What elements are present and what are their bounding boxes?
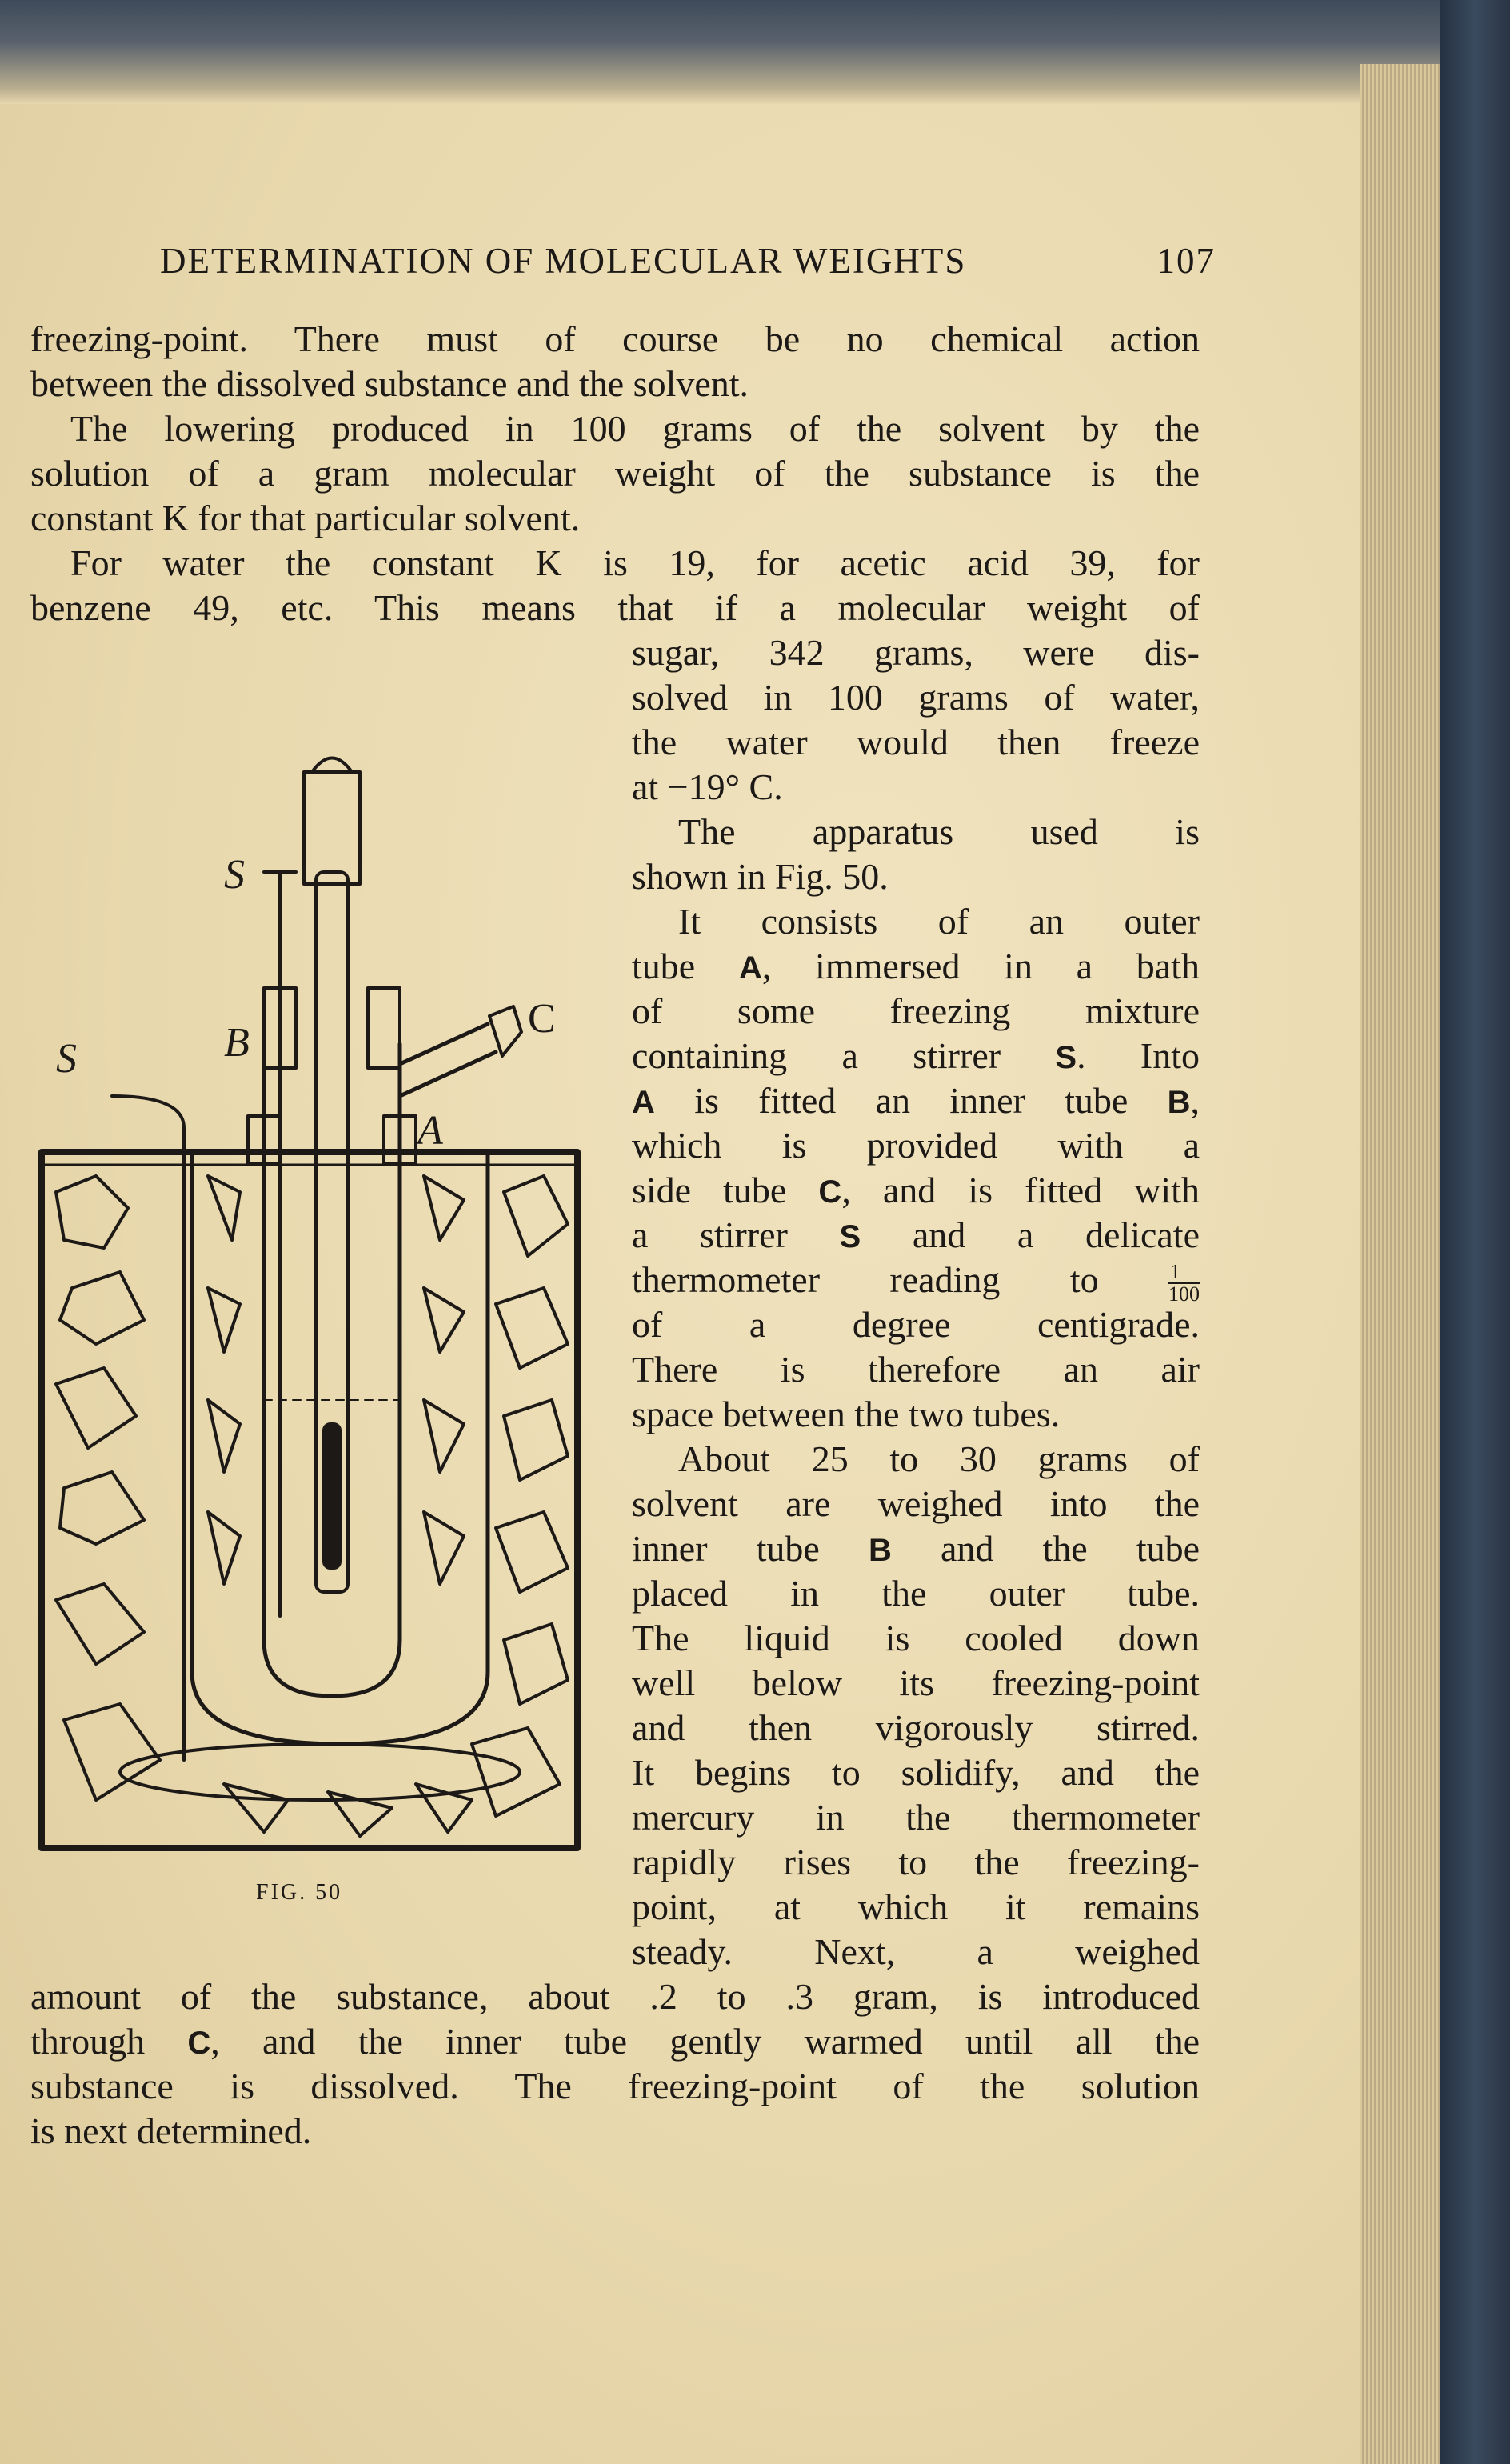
label-a: A <box>632 1085 655 1120</box>
text-line: between the dissolved substance and the solvent. <box>30 363 749 404</box>
fraction: $\frac{1}{100}$ <box>1168 1260 1200 1306</box>
text-line: The apparatus used is <box>678 811 1200 852</box>
text-line: There is therefore an air <box>632 1349 1200 1390</box>
book-cover-edge <box>1440 0 1510 2464</box>
text-line: space between the two tubes. <box>632 1394 1061 1434</box>
text-line: It begins to solidify, and the <box>632 1752 1200 1793</box>
text-line: through C, and the inner tube gently warmed until all the <box>30 2021 1200 2062</box>
text-line: freezing-point. There must of course be no chemical action <box>30 318 1200 359</box>
text-line: tube A, immersed in a bath <box>632 946 1200 986</box>
label-c: C <box>187 2026 211 2061</box>
text-line: and then vigorously stirred. <box>632 1707 1200 1748</box>
text-line: mercury in the thermometer <box>632 1797 1200 1838</box>
label-b: B <box>1167 1085 1191 1120</box>
text-line: a stirrer S and a delicate <box>632 1214 1200 1255</box>
text-line: side tube C, and is fitted with <box>632 1170 1200 1210</box>
text-line: sugar, 342 grams, were dis- <box>632 632 1200 673</box>
text-line: constant K for that particular solvent. <box>30 498 581 538</box>
text-line: It consists of an outer <box>678 901 1200 942</box>
text-line: benzene 49, etc. This means that if a molecular weight of <box>30 587 1200 628</box>
text-line: amount of the substance, about .2 to .3 gram, is introduced <box>30 1976 1200 2017</box>
text-line: at −19° C. <box>632 766 783 807</box>
figure-label-s-left: S <box>56 1036 77 1082</box>
text-line: of some freezing mixture <box>632 990 1200 1031</box>
page-stack-edge <box>1360 64 1440 2464</box>
text-line: which is provided with a <box>632 1125 1200 1166</box>
text-line: The lowering produced in 100 grams of the solvent by the <box>70 408 1200 449</box>
figure-label-b: B <box>224 1020 250 1066</box>
text-line: solved in 100 grams of water, <box>632 677 1200 718</box>
text-line: shown in Fig. 50. <box>632 856 889 897</box>
text-line: thermometer reading to $\frac{1}{100}$ <box>632 1259 1200 1306</box>
text-line: inner tube B and the tube <box>632 1528 1200 1569</box>
text-line: About 25 to 30 grams of <box>678 1438 1200 1479</box>
figure-label-s-top: S <box>224 852 245 898</box>
label-c: C <box>818 1174 842 1210</box>
text-line: A is fitted an inner tube B, <box>632 1080 1200 1121</box>
page-top-edge <box>0 0 1440 104</box>
label-s: S <box>839 1219 861 1254</box>
text-line: well below its freezing-point <box>632 1662 1200 1703</box>
figure-caption: FIG. 50 <box>256 1880 343 1905</box>
text-line: is next determined. <box>30 2110 312 2151</box>
page-number: 107 <box>1156 241 1216 281</box>
text-line: of a degree centigrade. <box>632 1304 1200 1345</box>
text-line: containing a stirrer S. Into <box>632 1035 1200 1076</box>
figure-label-a: A <box>417 1108 443 1154</box>
text-line: substance is dissolved. The freezing-point of the solution <box>30 2066 1200 2106</box>
text-line: steady. Next, a weighed <box>632 1931 1200 1972</box>
text-line: The liquid is cooled down <box>632 1618 1200 1658</box>
running-title: DETERMINATION OF MOLECULAR WEIGHTS <box>160 241 967 281</box>
text-line: the water would then freeze <box>632 722 1200 762</box>
text-line: solvent are weighed into the <box>632 1483 1200 1524</box>
running-header <box>160 240 1216 288</box>
text-line: For water the constant K is 19, for acetic acid 39, for <box>70 542 1200 583</box>
label-a: A <box>738 950 762 986</box>
text-line: rapidly rises to the freezing- <box>632 1842 1200 1882</box>
text-line: solution of a gram molecular weight of the substance is the <box>30 453 1200 494</box>
figure-label-c: C <box>528 996 556 1042</box>
freezing-point-apparatus-figure <box>24 680 600 1864</box>
text-line: placed in the outer tube. <box>632 1573 1200 1614</box>
label-b: B <box>868 1533 892 1568</box>
label-s: S <box>1055 1040 1077 1075</box>
text-line: point, at which it remains <box>632 1886 1200 1927</box>
